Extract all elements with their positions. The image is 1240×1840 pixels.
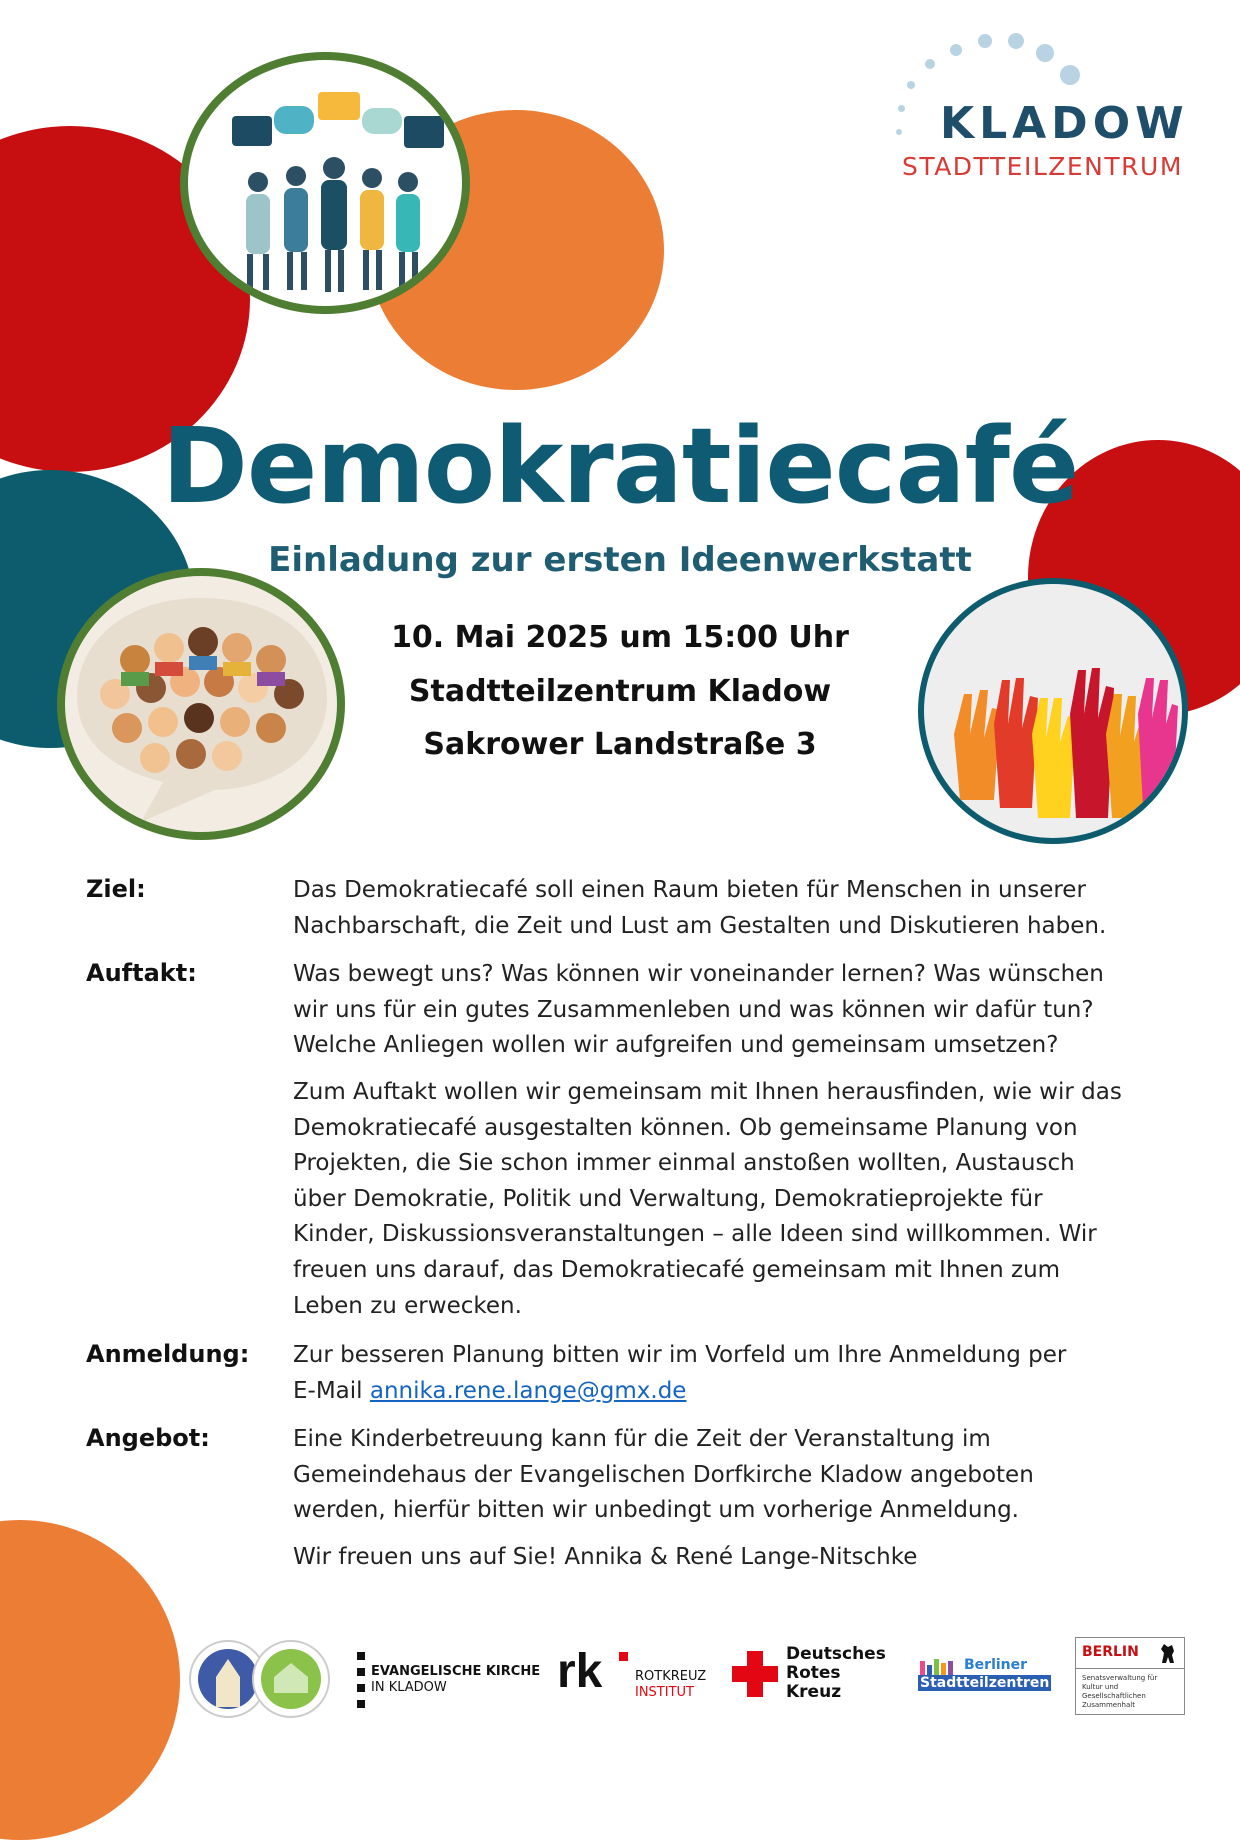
logo-subtitle: STADTTEILZENTRUM: [902, 152, 1183, 181]
angebot-line: Gemeindehaus der Evangelischen Dorfkirche Kladow angeboten: [293, 1461, 1034, 1488]
anmeldung-label: Anmeldung:: [86, 1340, 250, 1368]
berliner-stadtteilzentren-logo: [918, 1657, 1050, 1697]
ziel-text: [293, 873, 1173, 944]
raised-hands-illustration: [918, 578, 1188, 844]
rotkreuz-institut-logo: [557, 1645, 707, 1708]
ev-kirche-line2: IN KLADOW: [371, 1680, 447, 1695]
anmeldung-text: [293, 1338, 1173, 1409]
drk-line3: Kreuz: [786, 1682, 842, 1702]
drk-line2: Rotes: [786, 1663, 841, 1683]
bs-line2: Stadtteilzentren: [920, 1675, 1050, 1691]
angebot-line: Eine Kinderbetreuung kann für die Zeit der Veranstaltung im: [293, 1426, 991, 1452]
church-logo-icon: [186, 1637, 336, 1721]
drk-logo: [730, 1644, 886, 1705]
drk-line1: Deutsches: [786, 1644, 886, 1664]
angebot-text: [293, 1422, 1173, 1529]
page-subtitle: Einladung zur ersten Ideenwerkstatt: [268, 540, 972, 580]
ziel-label: Ziel:: [86, 875, 146, 903]
berlin-senat-text: Senatsverwaltung für Kultur und Gesellschaftlichen Zusammenhalt: [1082, 1674, 1158, 1709]
auftakt-line: Was bewegt uns? Was können wir voneinander lernen? Was wünschen: [293, 961, 1104, 987]
ziel-line: Nachbarschaft, die Zeit und Lust am Gestalten und Diskutieren haben.: [293, 912, 1107, 939]
auftakt-line: über Demokratie, Politik und Verwaltung, Demokratieprojekte für: [293, 1185, 1043, 1212]
red-cross-icon: [730, 1649, 780, 1699]
event-date-time: 10. Mai 2025 um 15:00 Uhr: [391, 620, 849, 655]
email-link[interactable]: annika.rene.lange@gmx.de: [369, 1377, 687, 1404]
rk-mark: rk: [557, 1645, 603, 1698]
auftakt-line: Leben zu erwecken.: [293, 1292, 522, 1319]
email-prefix: E-Mail: [293, 1377, 370, 1404]
closing-text: Wir freuen uns auf Sie! Annika & René Lange-Nitschke: [293, 1544, 918, 1570]
berlin-bear-icon: [1158, 1641, 1178, 1665]
rk-red-square-icon: [619, 1652, 628, 1661]
auftakt-line: Demokratiecafé ausgestalten können. Ob gemeinsame Planung von: [293, 1114, 1078, 1141]
orange-circle-bottom-left: [0, 1520, 180, 1840]
auftakt-line: wir uns für ein gutes Zusammenleben und was können wir dafür tun?: [293, 996, 1094, 1023]
auftakt-line: Zum Auftakt wollen wir gemeinsam mit Ihnen herausfinden, wie wir das: [293, 1079, 1122, 1105]
auftakt-label: Auftakt:: [86, 959, 197, 987]
ev-kirche-line1: EVANGELISCHE KIRCHE: [371, 1664, 541, 1679]
cross-dots-icon: [355, 1650, 369, 1710]
auftakt-text: [293, 957, 1173, 1064]
speech-bubble-crowd-icon: [188, 60, 462, 306]
event-address: Sakrower Landstraße 3: [423, 727, 817, 762]
page-title: Demokratiecafé: [161, 405, 1079, 527]
event-venue: Stadtteilzentrum Kladow: [408, 674, 832, 709]
anmeldung-line: Zur besseren Planung bitten wir im Vorfeld um Ihre Anmeldung per: [293, 1342, 1067, 1368]
auftakt-line: Projekten, die Sie schon immer einmal anstoßen wollten, Austausch: [293, 1150, 1075, 1177]
speech-bubble-crowd-illustration: [180, 52, 470, 314]
auftakt-line: Kinder, Diskussionsveranstaltungen – alle Ideen sind willkommen. Wir: [293, 1221, 1097, 1248]
logo-name: KLADOW: [940, 98, 1189, 149]
bs-line1: Berliner: [964, 1657, 1028, 1673]
auftakt-line: Welche Anliegen wollen wir aufgreifen und gemeinsam umsetzen?: [293, 1032, 1059, 1059]
anmeldung-email-line: [293, 1374, 1173, 1410]
auftakt-line: freuen uns darauf, das Demokratiecafé gemeinsam mit Ihnen zum: [293, 1256, 1061, 1283]
church-logo: [186, 1637, 336, 1725]
angebot-label: Angebot:: [86, 1424, 210, 1452]
rk-line1: ROTKREUZ: [635, 1669, 707, 1684]
auftakt-text-2: [293, 1075, 1173, 1324]
rk-line2: INSTITUT: [635, 1685, 694, 1700]
berlin-senat-logo: [1075, 1637, 1185, 1715]
angebot-line: werden, hierfür bitten wir unbedingt um vorherige Anmeldung.: [293, 1497, 1019, 1524]
berlin-label: BERLIN: [1082, 1644, 1139, 1660]
ziel-line: Das Demokratiecafé soll einen Raum bieten für Menschen in unserer: [293, 877, 1086, 903]
